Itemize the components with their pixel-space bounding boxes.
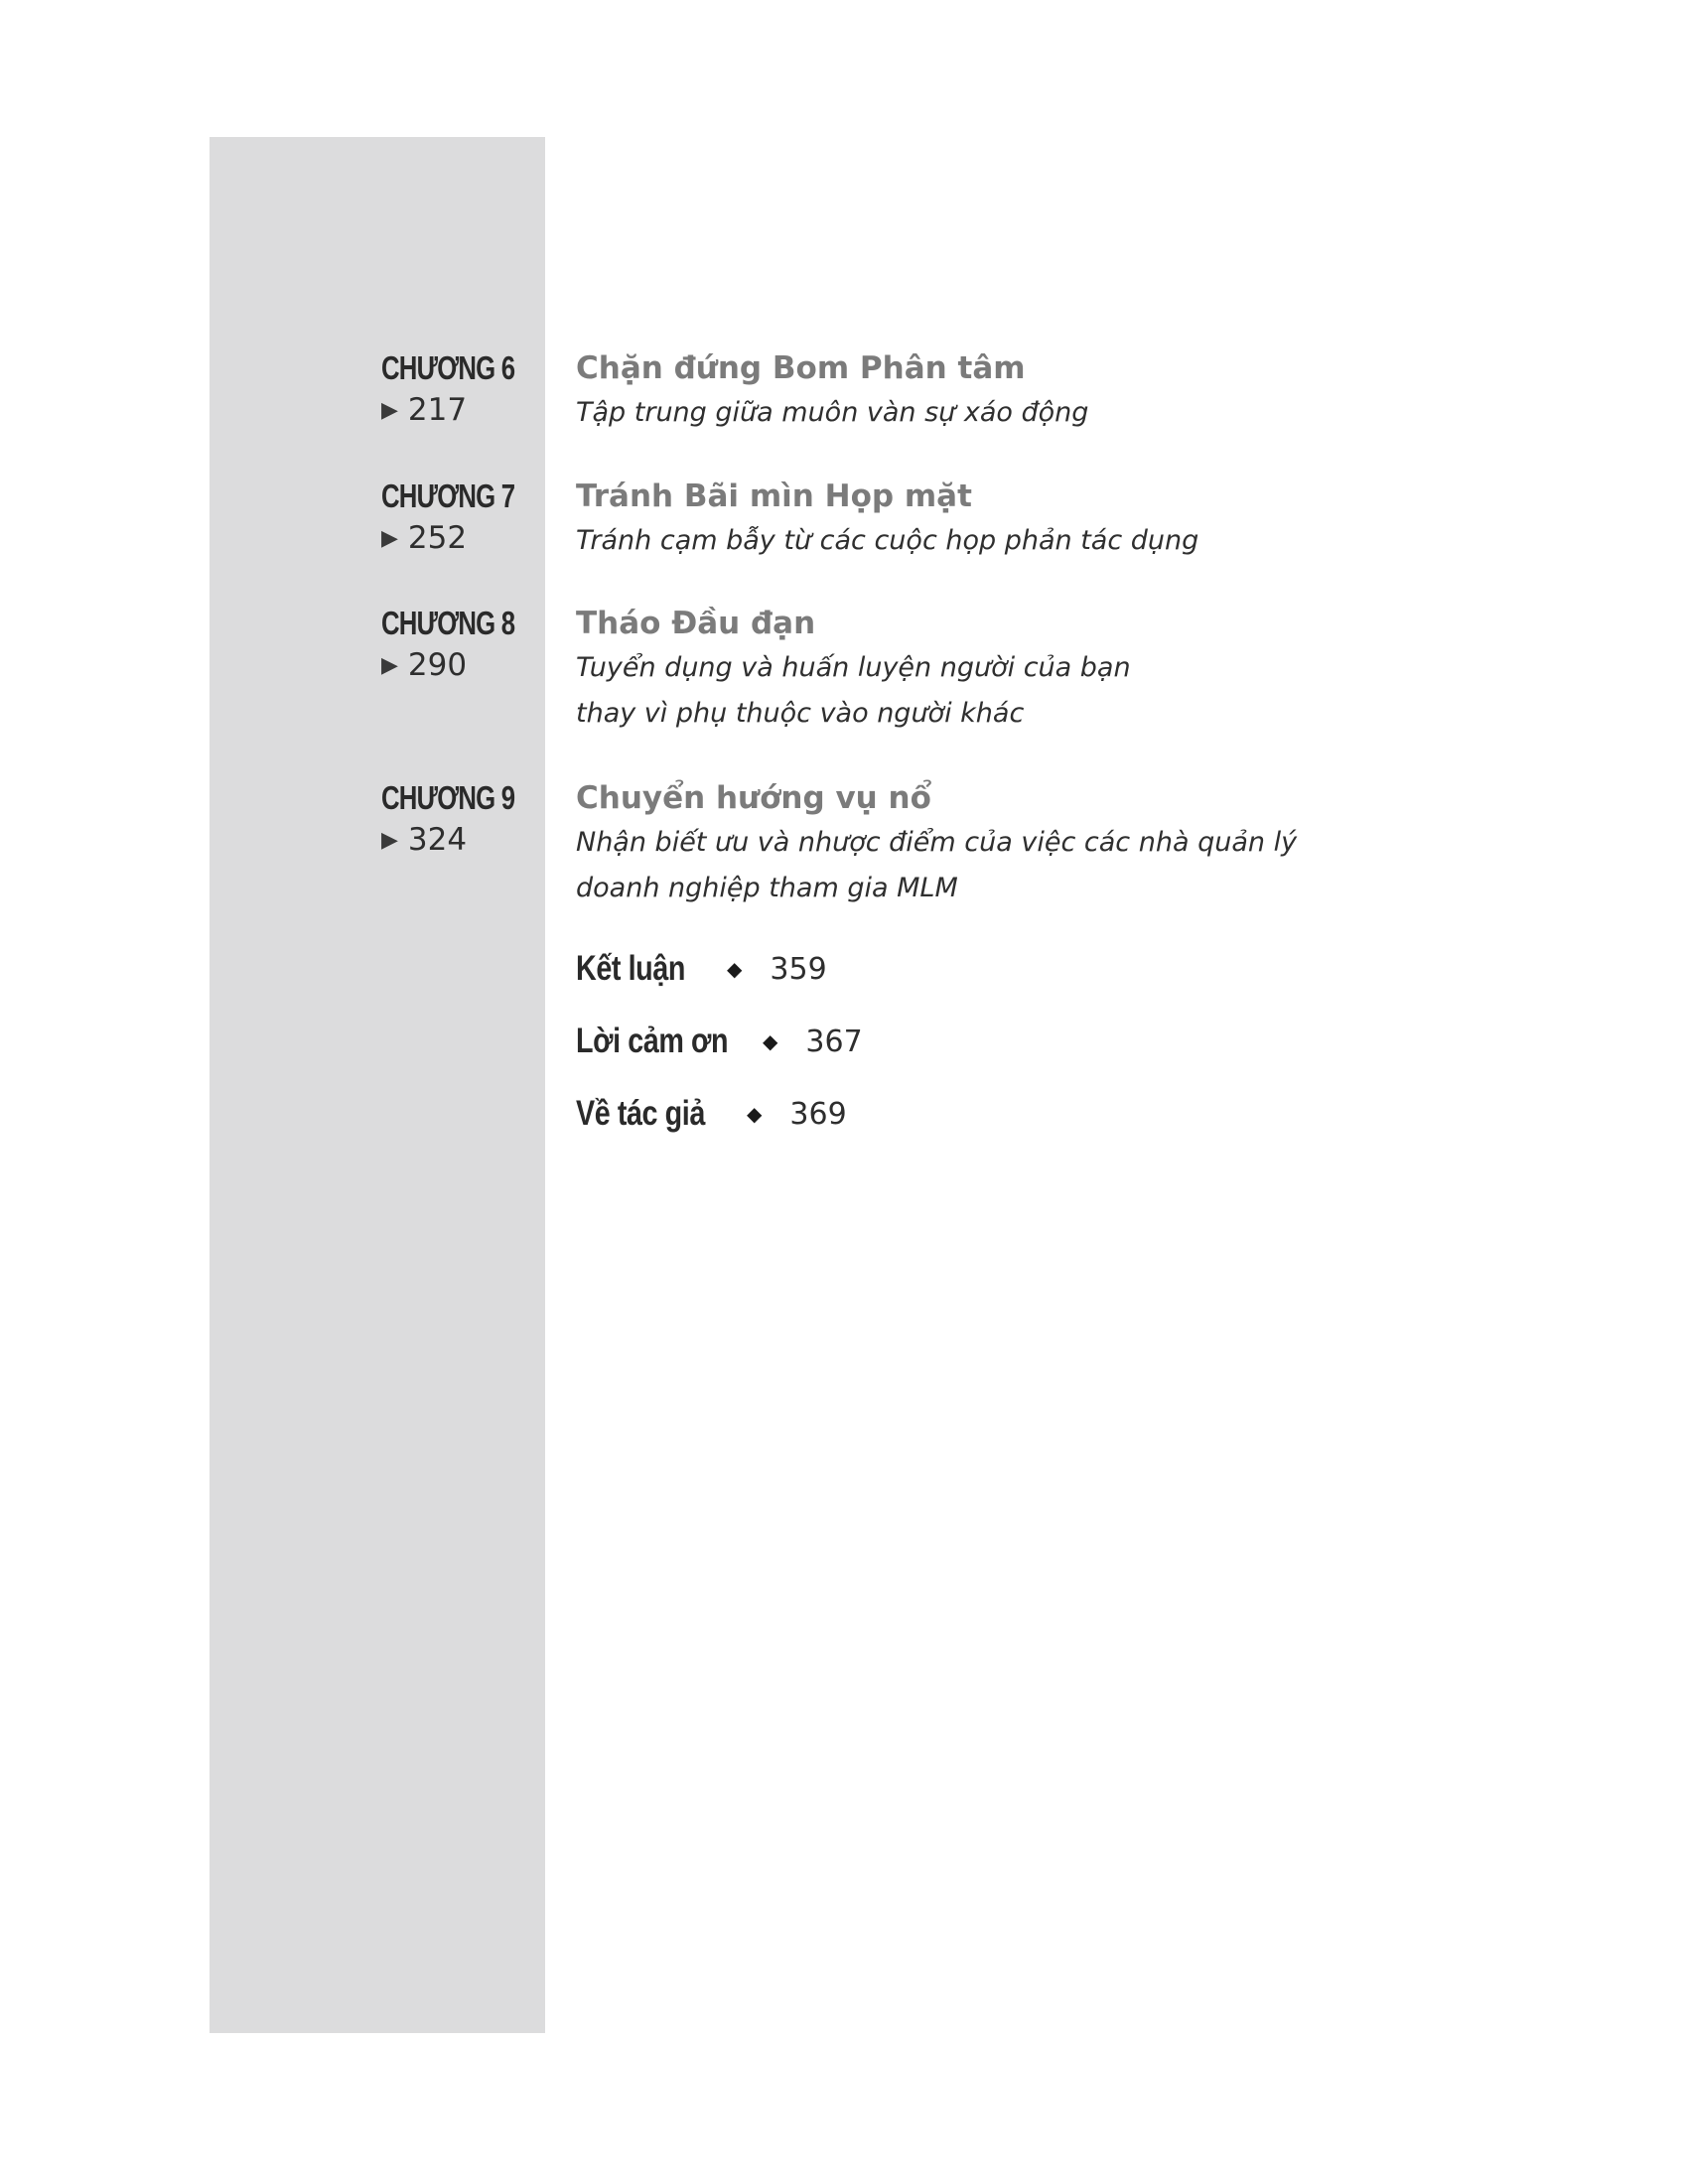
toc-extra-about-author[interactable] xyxy=(576,1094,847,1134)
chapter-subtitle: Tránh cạm bẫy từ các cuộc họp phản tác dụng xyxy=(576,525,1199,556)
chapter-subtitle: Nhận biết ưu và nhược điểm của việc các nhà quản lý xyxy=(576,827,1298,858)
chapter-9-entry[interactable] xyxy=(576,776,1297,911)
chapter-page xyxy=(381,819,552,865)
chapter-title[interactable]: Tháo Đầu đạn xyxy=(576,606,816,641)
chapter-title[interactable]: Chuyển hướng vụ nổ xyxy=(576,780,931,816)
triangle-right-icon: ▶ xyxy=(381,653,398,678)
chapter-page-number: 324 xyxy=(407,822,468,858)
extra-page-number: 369 xyxy=(789,1096,847,1132)
chapter-page xyxy=(381,644,552,690)
chapter-title[interactable]: Tránh Bãi mìn Họp mặt xyxy=(576,478,972,514)
chapter-title[interactable]: Chặn đứng Bom Phân tâm xyxy=(576,350,1026,386)
chapter-8-marker xyxy=(381,604,552,690)
chapter-subtitle: doanh nghiệp tham gia MLM xyxy=(576,873,958,903)
chapter-subtitle: Tập trung giữa muôn vàn sự xáo động xyxy=(576,397,1089,428)
chapter-label: CHƯƠNG 7 xyxy=(381,478,515,514)
chapter-9-marker xyxy=(381,778,552,865)
chapter-label: CHƯƠNG 8 xyxy=(381,605,515,641)
extra-page-number: 359 xyxy=(770,951,827,987)
triangle-right-icon: ▶ xyxy=(381,526,398,551)
chapter-subtitle: Tuyển dụng và huấn luyện người của bạn xyxy=(576,652,1131,683)
triangle-right-icon: ▶ xyxy=(381,828,398,853)
diamond-icon: ◆ xyxy=(763,1029,778,1053)
toc-extra-acknowledgements[interactable] xyxy=(576,1022,863,1061)
extra-label[interactable]: Về tác giả xyxy=(576,1094,705,1133)
chapter-7-entry[interactable] xyxy=(576,475,1198,564)
chapter-label: CHƯƠNG 9 xyxy=(381,779,515,816)
chapter-8-entry[interactable] xyxy=(576,602,1131,737)
triangle-right-icon: ▶ xyxy=(381,398,398,423)
diamond-icon: ◆ xyxy=(727,957,743,981)
chapter-subtitle: thay vì phụ thuộc vào người khác xyxy=(576,698,1025,729)
chapter-7-marker xyxy=(381,477,552,563)
extra-page-number: 367 xyxy=(805,1024,863,1059)
chapter-6-marker xyxy=(381,348,552,435)
chapter-page-number: 290 xyxy=(407,647,468,683)
extra-label[interactable]: Kết luận xyxy=(576,949,685,988)
extra-label[interactable]: Lời cảm ơn xyxy=(576,1022,729,1060)
diamond-icon: ◆ xyxy=(747,1102,763,1126)
chapter-page xyxy=(381,389,552,435)
chapter-6-entry[interactable] xyxy=(576,346,1088,436)
toc-extra-conclusion[interactable] xyxy=(576,949,827,989)
chapter-page-number: 217 xyxy=(407,392,468,428)
chapter-label: CHƯƠNG 6 xyxy=(381,349,515,386)
chapter-page xyxy=(381,517,552,563)
chapter-page-number: 252 xyxy=(407,520,468,556)
